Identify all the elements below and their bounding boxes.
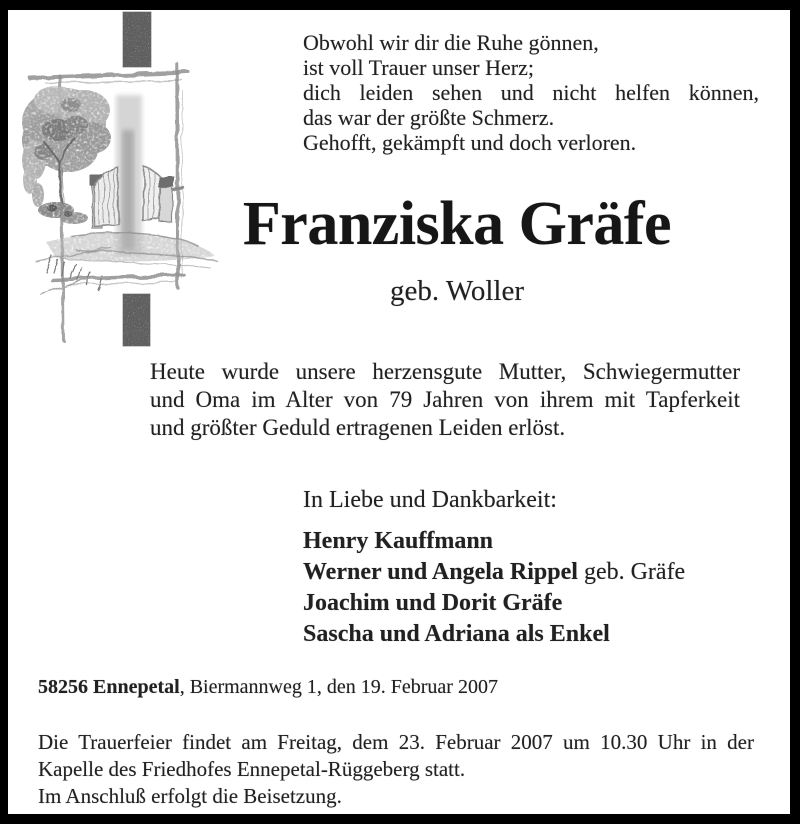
announcement-paragraph bbox=[150, 358, 740, 442]
mourner-name: Joachim und Dorit Gräfe bbox=[303, 590, 563, 616]
mourner-row bbox=[303, 619, 685, 650]
maiden-name: geb. Woller bbox=[389, 275, 525, 307]
funeral-line: Die Trauerfeier findet am Freitag, dem 23. Februar 2007 um 10.30 Uhr in der bbox=[38, 730, 754, 754]
poem-line: das war der größte Schmerz. bbox=[303, 105, 555, 130]
poem bbox=[303, 30, 759, 155]
obituary-notice bbox=[8, 10, 790, 814]
poem-line: dich leiden sehen und nicht helfen können, bbox=[303, 80, 759, 105]
mourner-name: Sascha und Adriana als Enkel bbox=[303, 621, 610, 647]
funeral-line: Im Anschluß erfolgt die Beisetzung. bbox=[38, 784, 342, 808]
deceased-name: Franziska Gräfe bbox=[242, 190, 672, 258]
sketch-haze bbox=[116, 95, 142, 255]
mourner-row bbox=[303, 526, 685, 557]
dateline-location: 58256 Ennepetal bbox=[38, 676, 180, 698]
dateline-rest: , Biermannweg 1, den 19. Februar 2007 bbox=[179, 676, 498, 698]
poem-line: Gehofft, gekämpft und doch verloren. bbox=[303, 130, 637, 155]
announcement-line: Heute wurde unsere herzensgute Mutter, Schwiegermutter bbox=[150, 359, 740, 384]
announcement-line: und größter Geduld ertragenen Leiden erlöst. bbox=[150, 415, 566, 440]
announcement-line: und Oma im Alter von 79 Jahren von ihrem mit Tapferkeit bbox=[150, 387, 740, 412]
mourner-name: Henry Kauffmann bbox=[303, 528, 494, 554]
funeral-line: Kapelle des Friedhofes Ennepetal-Rüggeberg statt. bbox=[38, 757, 466, 781]
poem-line: Obwohl wir dir die Ruhe gönnen, bbox=[303, 30, 599, 55]
mourner-name-suffix: geb. Gräfe bbox=[577, 559, 686, 585]
closing-line: In Liebe und Dankbarkeit: bbox=[303, 487, 557, 513]
mourner-row bbox=[303, 588, 685, 619]
mourners-list bbox=[303, 526, 685, 650]
mourner-row bbox=[303, 557, 685, 588]
dateline bbox=[38, 676, 498, 699]
funeral-info bbox=[38, 729, 754, 810]
poem-line: ist voll Trauer unser Herz; bbox=[303, 55, 534, 80]
mourner-name: Werner und Angela Rippel bbox=[303, 559, 578, 585]
